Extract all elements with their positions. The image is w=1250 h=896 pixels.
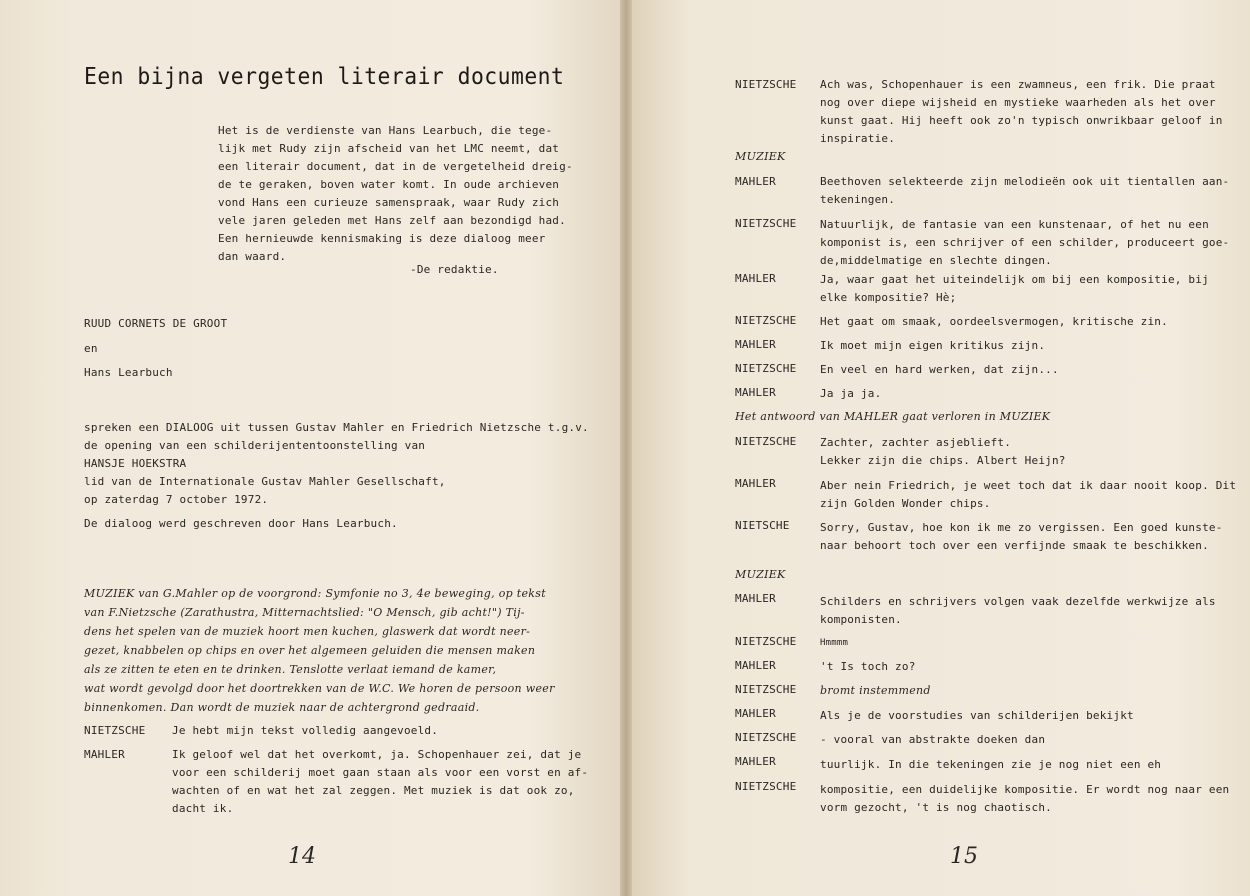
dialogue-line: Natuurlijk, de fantasie van een kunstenaar, of het nu een: [820, 218, 1209, 231]
dialogue-line: En veel en hard werken, dat zijn...: [820, 363, 1059, 376]
speaker-label: MAHLER: [735, 175, 776, 188]
occasion-line: de opening van een schilderijententoonstelling van: [84, 439, 426, 452]
speaker-label: NIETZSCHE: [735, 217, 797, 230]
dialogue-line: vorm gezocht, 't is nog chaotisch.: [820, 801, 1052, 814]
dialogue-line: kunst gaat. Hij heeft ook zo'n typisch onwrikbaar geloof in: [820, 114, 1223, 127]
dialogue-line: Hmmmm: [820, 638, 849, 648]
speaker-label: NIETZSCHE: [735, 683, 797, 696]
book-gutter: [620, 0, 632, 896]
dialogue-line: 't Is toch zo?: [820, 660, 916, 673]
editorial-signature: -De redaktie.: [410, 263, 499, 276]
right-page: [628, 0, 1250, 896]
dialogue-line: bromt instemmend: [820, 684, 931, 697]
speaker-label: MAHLER: [84, 748, 125, 761]
author-name: RUUD CORNETS DE GROOT: [84, 317, 228, 330]
stage-direction-line: dens het spelen van de muziek hoort men kuchen, glaswerk dat wordt neer-: [84, 625, 531, 638]
stage-direction-line: van F.Nietzsche (Zarathustra, Mitternachtslied: "O Mensch, gib acht!") Tij-: [84, 606, 525, 619]
dialogue-line: Als je de voorstudies van schilderijen bekijkt: [820, 709, 1134, 722]
dialogue-line: dacht ik.: [172, 802, 234, 815]
speaker-label: MAHLER: [735, 272, 776, 285]
speaker-label: MAHLER: [735, 338, 776, 351]
music-cue: MUZIEK: [735, 568, 786, 581]
intro-line: een literair document, dat in de vergetelheid dreig-: [218, 160, 573, 173]
dialogue-line: kompositie, een duidelijke kompositie. Er wordt nog naar een: [820, 783, 1230, 796]
stage-direction-line: wat wordt gevolgd door het doortrekken van de W.C. We horen de persoon weer: [84, 682, 555, 695]
stage-direction-line: als ze zitten te eten en te drinken. Tenslotte verlaat iemand de kamer,: [84, 663, 497, 676]
dialogue-line: Lekker zijn die chips. Albert Heijn?: [820, 454, 1066, 467]
occasion-line: HANSJE HOEKSTRA: [84, 457, 187, 470]
occasion-line: spreken een DIALOOG uit tussen Gustav Mahler en Friedrich Nietzsche t.g.v.: [84, 421, 589, 434]
speaker-label: MAHLER: [735, 707, 776, 720]
speaker-label: NIETSCHE: [735, 519, 790, 532]
dialogue-line: Sorry, Gustav, hoe kon ik me zo vergissen. Een goed kunste-: [820, 521, 1223, 534]
page-title: Een bijna vergeten literair document: [84, 64, 565, 90]
speaker-label: NIETZSCHE: [735, 731, 797, 744]
dialogue-line: komponisten.: [820, 613, 902, 626]
speaker-label: MAHLER: [735, 659, 776, 672]
speaker-label: NIETZSCHE: [735, 78, 797, 91]
stage-direction-line: gezet, knabbelen op chips en over het algemeen geluiden die mensen maken: [84, 644, 536, 657]
author-name: Hans Learbuch: [84, 366, 173, 379]
dialogue-line: inspiratie.: [820, 132, 896, 145]
dialogue-line: Aber nein Friedrich, je weet toch dat ik daar nooit koop. Dit: [820, 479, 1237, 492]
dialogue-line: Ik geloof wel dat het overkomt, ja. Schopenhauer zei, dat je: [172, 748, 582, 761]
dialogue-line: zijn Golden Wonder chips.: [820, 497, 991, 510]
author-credit: De dialoog werd geschreven door Hans Learbuch.: [84, 517, 398, 530]
stage-direction-line: binnenkomen. Dan wordt de muziek naar de achtergrond gedraaid.: [84, 701, 480, 714]
speaker-label: NIETZSCHE: [735, 635, 797, 648]
intro-line: lijk met Rudy zijn afscheid van het LMC neemt, dat: [218, 142, 560, 155]
dialogue-line: nog over diepe wijsheid en mystieke waarheden als het over: [820, 96, 1216, 109]
music-cue: MUZIEK: [735, 150, 786, 163]
dialogue-line: wachten of en wat het zal zeggen. Met muziek is dat ook zo,: [172, 784, 575, 797]
intro-line: Een hernieuwde kennismaking is deze dialoog meer: [218, 232, 546, 245]
speaker-label: MAHLER: [735, 386, 776, 399]
dialogue-line: Je hebt mijn tekst volledig aangevoeld.: [172, 724, 439, 737]
dialogue-line: Zachter, zachter asjeblieft.: [820, 436, 1012, 449]
dialogue-line: Beethoven selekteerde zijn melodieën ook uit tientallen aan-: [820, 175, 1230, 188]
speaker-label: NIETZSCHE: [735, 314, 797, 327]
speaker-label: MAHLER: [735, 477, 776, 490]
intro-line: vele jaren geleden met Hans zelf aan bezondigd had.: [218, 214, 566, 227]
dialogue-line: tekeningen.: [820, 193, 896, 206]
dialogue-line: elke kompositie? Hè;: [820, 291, 957, 304]
dialogue-line: komponist is, een schrijver of een schilder, produceert goe-: [820, 236, 1230, 249]
stage-direction-line: MUZIEK van G.Mahler op de voorgrond: Symfonie no 3, 4e beweging, op tekst: [84, 587, 546, 600]
intro-line: vond Hans een curieuze samenspraak, waar Rudy zich: [218, 196, 560, 209]
intro-line: dan waard.: [218, 250, 287, 263]
dialogue-line: Ik moet mijn eigen kritikus zijn.: [820, 339, 1046, 352]
stage-direction: Het antwoord van MAHLER gaat verloren in MUZIEK: [735, 410, 1051, 423]
conjunction: en: [84, 342, 98, 355]
intro-line: Het is de verdienste van Hans Learbuch, die tege-: [218, 124, 553, 137]
dialogue-line: Ja, waar gaat het uiteindelijk om bij een kompositie, bij: [820, 273, 1209, 286]
speaker-label: NIETZSCHE: [735, 780, 797, 793]
left-page: [0, 0, 624, 896]
speaker-label: MAHLER: [735, 592, 776, 605]
intro-line: de te geraken, boven water komt. In oude archieven: [218, 178, 560, 191]
speaker-label: NIETZSCHE: [735, 362, 797, 375]
speaker-label: NIETZSCHE: [735, 435, 797, 448]
dialogue-line: de,middelmatige en slechte dingen.: [820, 254, 1052, 267]
dialogue-line: Schilders en schrijvers volgen vaak dezelfde werkwijze als: [820, 595, 1216, 608]
page-number: 14: [288, 844, 316, 869]
dialogue-line: Ach was, Schopenhauer is een zwamneus, een frik. Die praat: [820, 78, 1216, 91]
dialogue-line: tuurlijk. In die tekeningen zie je nog niet een eh: [820, 758, 1162, 771]
dialogue-line: Het gaat om smaak, oordeelsvermogen, kritische zin.: [820, 315, 1168, 328]
dialogue-line: naar behoort toch over een verfijnde smaak te beschikken.: [820, 539, 1209, 552]
occasion-line: lid van de Internationale Gustav Mahler Gesellschaft,: [84, 475, 446, 488]
dialogue-line: - vooral van abstrakte doeken dan: [820, 733, 1046, 746]
dialogue-line: Ja ja ja.: [820, 387, 882, 400]
occasion-line: op zaterdag 7 october 1972.: [84, 493, 269, 506]
speaker-label: MAHLER: [735, 755, 776, 768]
dialogue-line: voor een schilderij moet gaan staan als voor een vorst en af-: [172, 766, 589, 779]
speaker-label: NIETZSCHE: [84, 724, 146, 737]
page-number: 15: [950, 844, 978, 869]
